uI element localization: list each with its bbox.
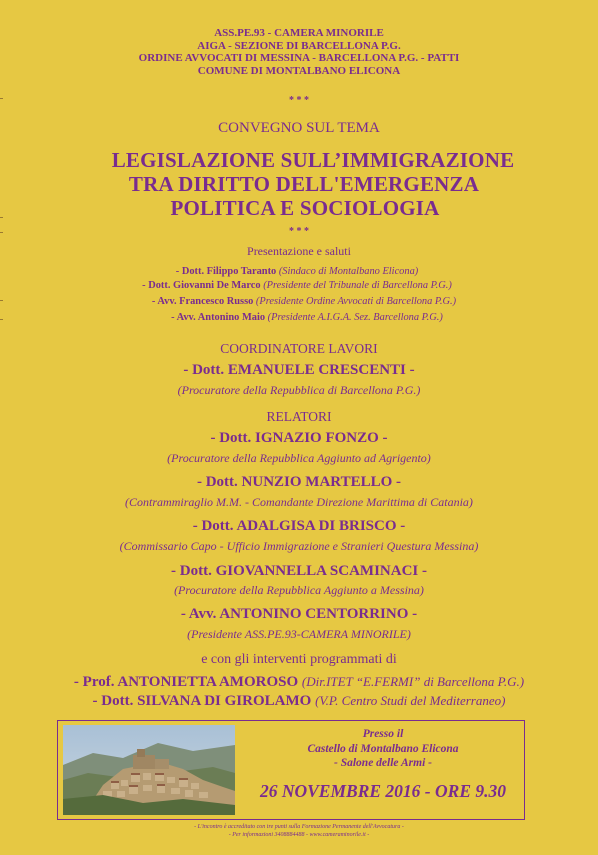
- convegno-label: CONVEGNO SUL TEMA: [218, 120, 380, 136]
- greeting-name: - Dott. Giovanni De Marco: [142, 280, 261, 291]
- castle-photo: [63, 725, 235, 815]
- greeting-role: (Presidente A.I.G.A. Sez. Barcellona P.G.): [267, 312, 443, 323]
- intervento-name: - Dott. SILVANA DI GIROLAMO: [92, 693, 312, 709]
- greeting-role: (Presidente del Tribunale di Barcellona P.G.): [263, 280, 452, 291]
- relatore-name: - Dott. GIOVANNELLA SCAMINACI -: [171, 563, 427, 579]
- interventi-heading: e con gli interventi programmati di: [201, 652, 397, 667]
- intervento-role: (Dir.ITET “E.FERMI” di Barcellona P.G.): [301, 674, 525, 689]
- relatore-role: (Commissario Capo - Ufficio Immigrazione e Stranieri Questura Messina): [119, 539, 479, 553]
- intervento-role: (V.P. Centro Studi del Mediterraneo): [315, 693, 506, 708]
- footer-info: - Per informazioni 3408884488 - www.cameraminorile.it -: [228, 832, 370, 838]
- castle-village-image: [63, 725, 235, 815]
- greeting-name: - Avv. Francesco Russo: [151, 296, 254, 307]
- greeting-name: - Dott. Filippo Taranto: [175, 266, 277, 277]
- organizer-line: COMUNE DI MONTALBANO ELICONA: [197, 64, 401, 77]
- venue-salone: - Salone delle Armi -: [334, 757, 432, 769]
- coordinatore-heading: COORDINATORE LAVORI: [220, 341, 378, 356]
- margin-mark: [0, 319, 3, 320]
- margin-mark: [0, 232, 3, 233]
- organizer-line: AIGA - SEZIONE DI BARCELLONA P.G.: [197, 39, 401, 52]
- greeting-role: (Sindaco di Montalbano Elicona): [278, 266, 419, 277]
- relatori-heading: RELATORI: [266, 409, 332, 424]
- relatore-role: (Presidente ASS.PE.93-CAMERA MINORILE): [187, 627, 411, 641]
- organizer-line: ASS.PE.93 - CAMERA MINORILE: [214, 27, 384, 39]
- greeting-row: [0, 265, 596, 279]
- greeting-role: (Presidente Ordine Avvocati di Barcellona P.G.): [255, 296, 457, 307]
- relatore-role: (Contrammiraglio M.M. - Comandante Direzione Marittima di Catania): [125, 495, 473, 509]
- relatore-name: - Dott. IGNAZIO FONZO -: [210, 430, 388, 446]
- intervento-row: [0, 693, 598, 710]
- margin-mark: [0, 300, 3, 301]
- separator-mid: * * *: [289, 226, 309, 237]
- intervento-row: [0, 674, 598, 691]
- greeting-row: [0, 279, 596, 293]
- organizers: [0, 27, 598, 77]
- relatore-role: (Procuratore della Repubblica Aggiunto a Messina): [174, 583, 424, 597]
- title-line-3: POLITICA E SOCIOLOGIA: [170, 196, 440, 220]
- relatore-name: - Dott. NUNZIO MARTELLO -: [196, 474, 402, 490]
- venue-box: [57, 720, 525, 820]
- greeting-row: [5, 295, 598, 309]
- greeting-name: - Avv. Antonino Maio: [171, 312, 266, 323]
- coordinatore-role: (Procuratore della Repubblica di Barcellona P.G.): [177, 383, 421, 397]
- separator-top: * * *: [289, 95, 309, 106]
- relatore-name: - Avv. ANTONINO CENTORRINO -: [180, 606, 418, 622]
- event-date: 26 NOVEMBRE 2016 - ORE 9.30: [259, 781, 506, 801]
- venue-castello: Castello di Montalbano Elicona: [307, 743, 459, 755]
- margin-mark: [0, 98, 3, 99]
- greeting-row: [8, 311, 598, 325]
- title-line-1: LEGISLAZIONE SULL’IMMIGRAZIONE: [111, 148, 515, 172]
- venue-presso: Presso il: [362, 728, 404, 740]
- relatore-name: - Dott. ADALGISA DI BRISCO -: [192, 518, 406, 534]
- presentazione-heading: Presentazione e saluti: [247, 244, 351, 258]
- intervento-name: - Prof. ANTONIETTA AMOROSO: [73, 674, 299, 690]
- margin-mark: [0, 217, 3, 218]
- organizer-line: ORDINE AVVOCATI DI MESSINA - BARCELLONA P.G. - PATTI: [138, 52, 460, 64]
- footer-accreditation: - L'incontro è accreditato con tre punti sulla Formazione Permanente dell'Avvocatura -: [194, 824, 404, 830]
- relatore-role: (Procuratore della Repubblica Aggiunto ad Agrigento): [167, 451, 431, 465]
- title-line-2: TRA DIRITTO DELL'EMERGENZA: [128, 172, 480, 196]
- coordinatore-name: - Dott. EMANUELE CRESCENTI -: [183, 362, 415, 378]
